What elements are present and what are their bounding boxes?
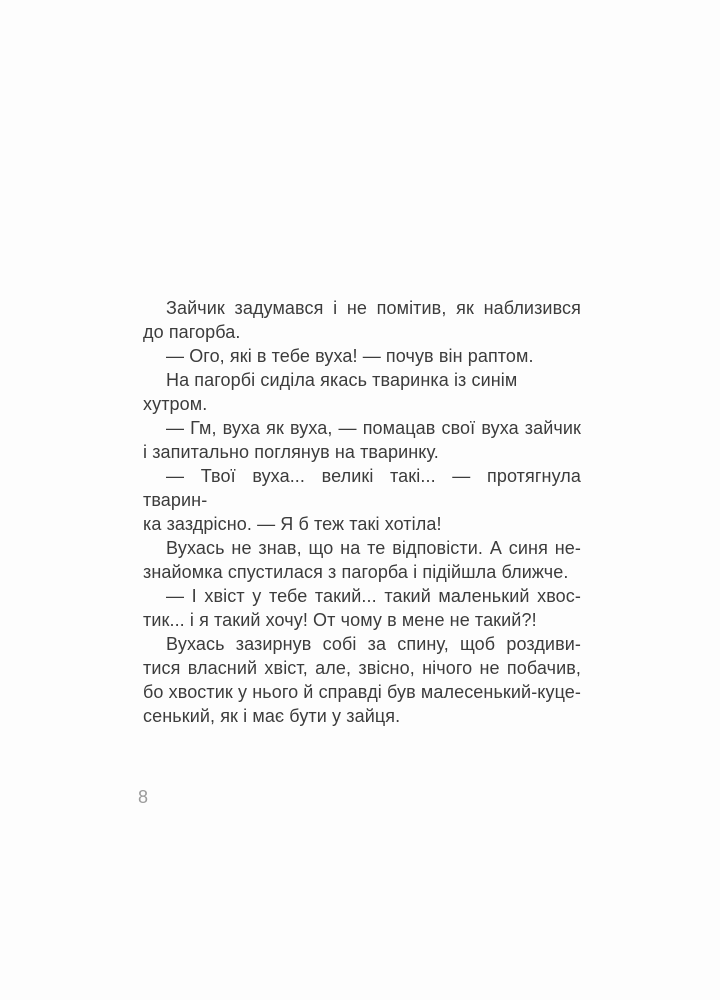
text-line: до пагорба. bbox=[143, 322, 241, 342]
text-line: Зайчик задумався і не помітив, як наблизився bbox=[166, 298, 581, 318]
story-text-block bbox=[143, 296, 581, 728]
text-line: На пагорбі сиділа якась тваринка із синім bbox=[166, 370, 518, 390]
text-line: хутром. bbox=[143, 394, 208, 414]
text-line: сенький, як і має бути у зайця. bbox=[143, 706, 401, 726]
text-line: Вухась не знав, що на те відповісти. А синя не- bbox=[166, 538, 581, 558]
text-line: ка заздрісно. — Я б теж такі хотіла! bbox=[143, 514, 442, 534]
text-line: бо хвостик у нього й справді був малесенький-куце- bbox=[143, 682, 581, 702]
text-line: — Твої вуха... великі такі... — протягнула тварин- bbox=[143, 466, 581, 510]
text-line: тик... і я такий хочу! От чому в мене не такий?! bbox=[143, 610, 537, 630]
text-line: — І хвіст у тебе такий... такий маленький хвос- bbox=[166, 586, 581, 606]
text-line: і запитально поглянув на тваринку. bbox=[143, 442, 439, 462]
page-number: 8 bbox=[138, 787, 149, 807]
text-line: Вухась зазирнув собі за спину, щоб роздиви- bbox=[166, 634, 581, 654]
text-line: знайомка спустилася з пагорба і підійшла ближче. bbox=[143, 562, 569, 582]
text-line: тися власний хвіст, але, звісно, нічого не побачив, bbox=[143, 658, 581, 678]
text-line: — Гм, вуха як вуха, — помацав свої вуха зайчик bbox=[166, 418, 581, 438]
text-line: — Ого, які в тебе вуха! — почув він раптом. bbox=[166, 346, 534, 366]
